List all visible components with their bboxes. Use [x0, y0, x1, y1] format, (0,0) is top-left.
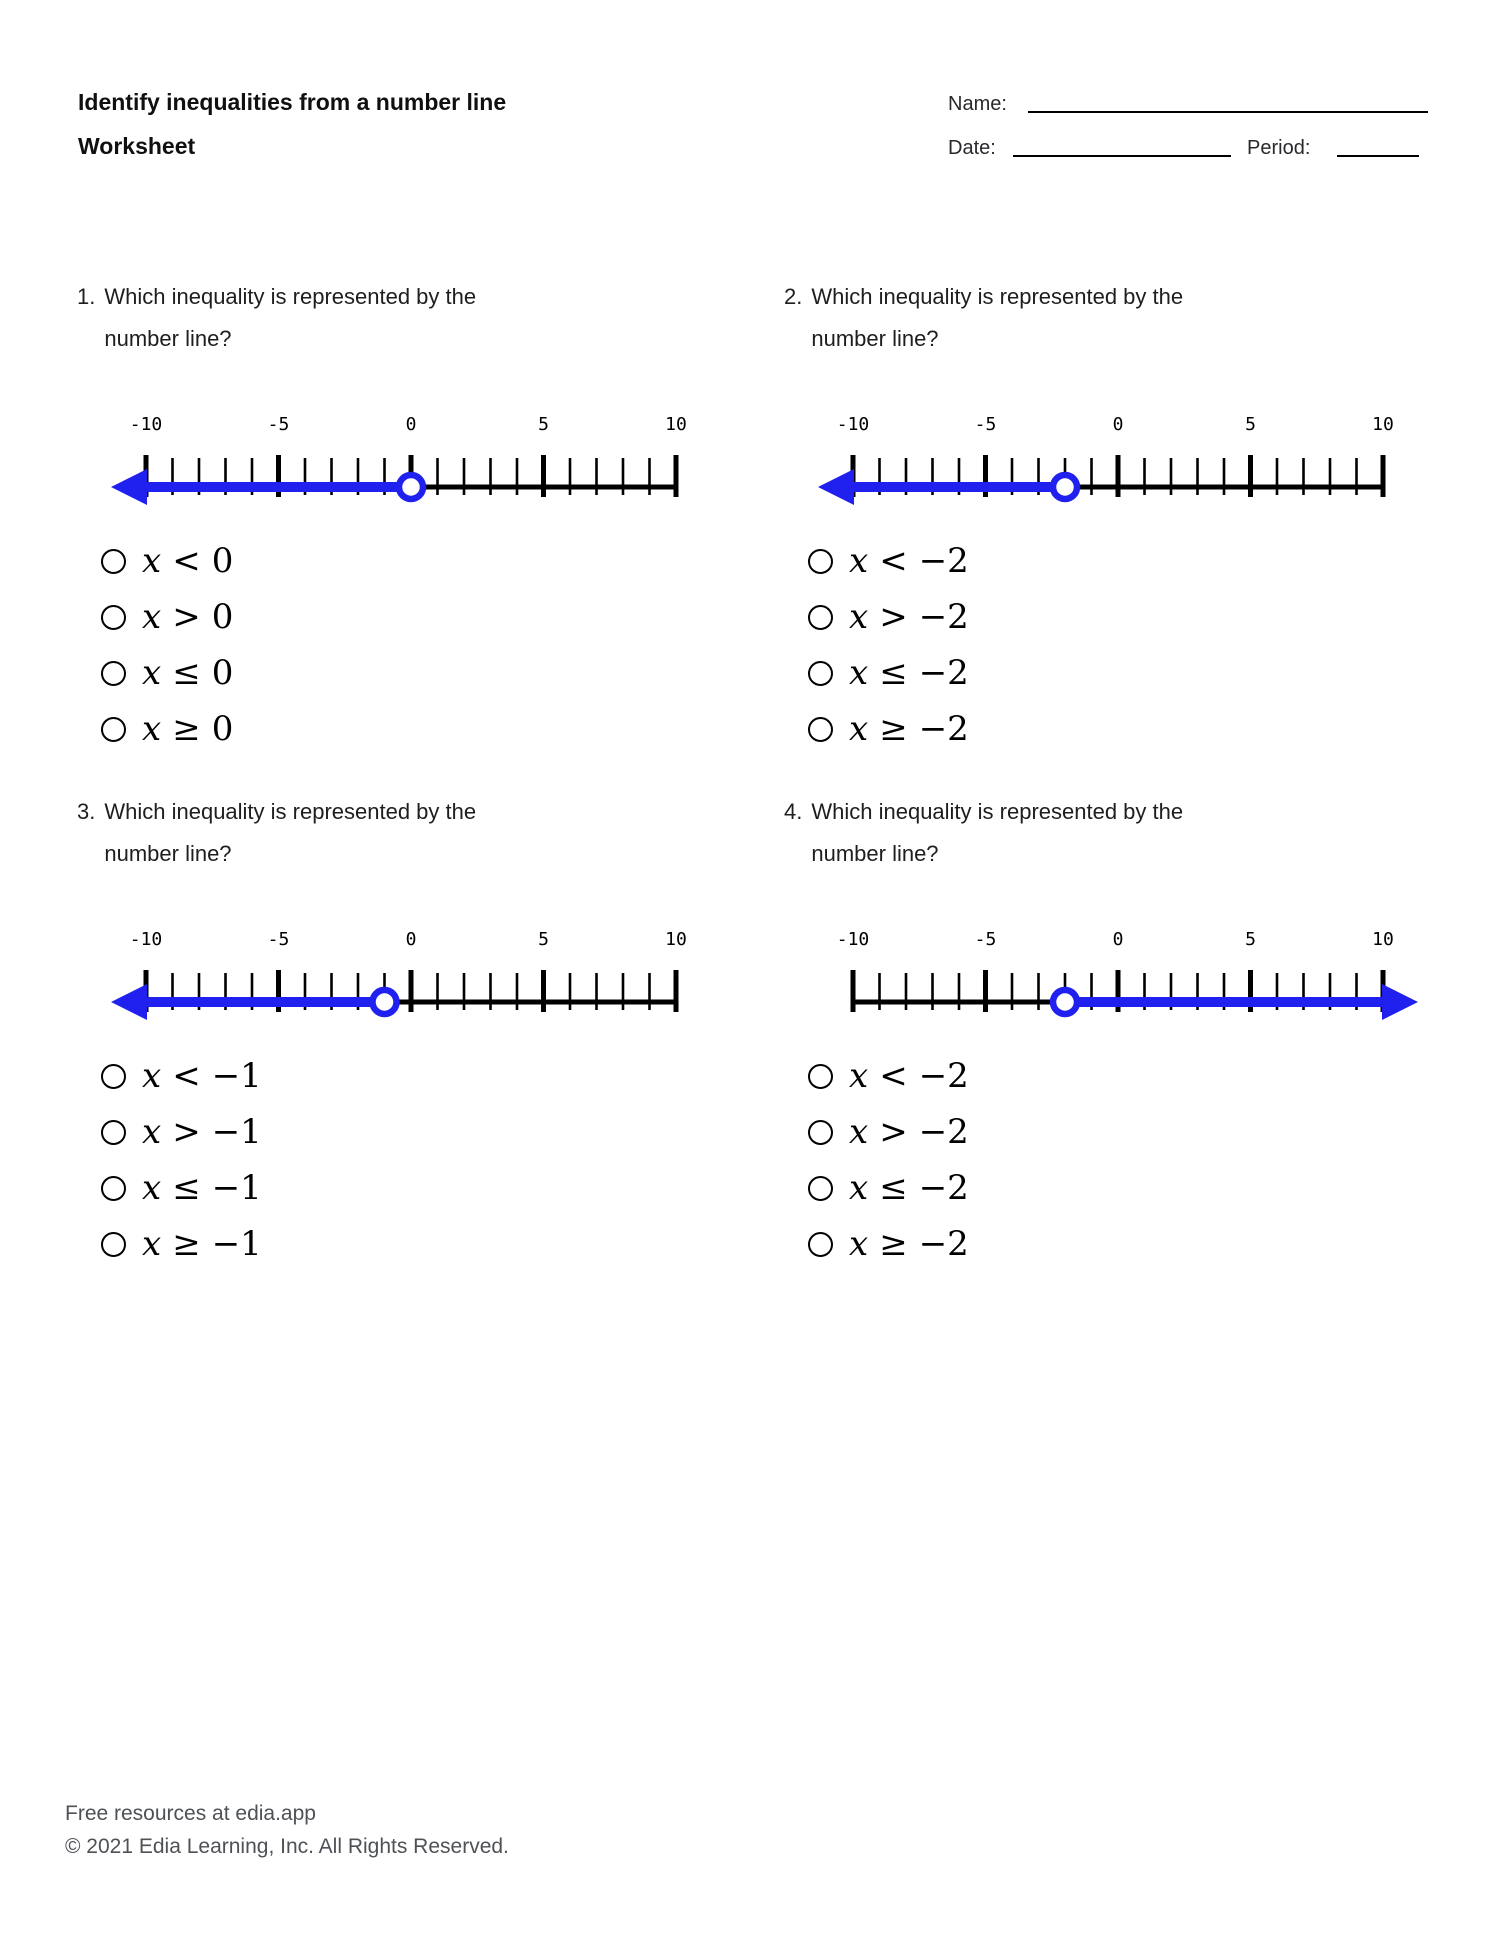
option-expression: x ≥ −2 — [849, 709, 969, 749]
option-expression: x < −2 — [849, 1056, 969, 1096]
svg-text:10: 10 — [1372, 414, 1394, 435]
name-label: Name: — [948, 93, 1007, 115]
question-prompt: Which inequality is represented by the number line? — [104, 284, 477, 351]
question-heading — [77, 791, 552, 875]
option-expression: x ≥ 0 — [142, 709, 234, 749]
radio-button[interactable] — [101, 549, 126, 574]
answer-options — [772, 1048, 969, 1272]
option-expression: x ≥ −2 — [849, 1224, 969, 1264]
question-2 — [772, 270, 1432, 785]
svg-text:10: 10 — [1372, 929, 1394, 950]
svg-text:5: 5 — [1245, 414, 1256, 435]
answer-option[interactable] — [65, 1216, 262, 1272]
svg-text:5: 5 — [1245, 929, 1256, 950]
radio-button[interactable] — [101, 1232, 126, 1257]
question-heading — [784, 276, 1259, 360]
radio-button[interactable] — [808, 1232, 833, 1257]
number-line — [65, 915, 725, 1045]
radio-button[interactable] — [808, 1176, 833, 1201]
date-blank-line[interactable] — [1013, 154, 1231, 157]
worksheet-title — [78, 80, 506, 168]
radio-button[interactable] — [808, 605, 833, 630]
number-line — [65, 400, 725, 530]
svg-text:-10: -10 — [129, 414, 163, 435]
footer-resources-text: Free resources at edia.app — [65, 1802, 316, 1825]
question-heading — [77, 276, 552, 360]
radio-button[interactable] — [808, 661, 833, 686]
answer-option[interactable] — [65, 701, 233, 757]
answer-options — [65, 533, 233, 757]
svg-text:5: 5 — [538, 929, 549, 950]
question-heading — [784, 791, 1259, 875]
option-expression: x ≤ −2 — [849, 1168, 969, 1208]
radio-button[interactable] — [808, 549, 833, 574]
radio-button[interactable] — [101, 1120, 126, 1145]
radio-button[interactable] — [101, 1176, 126, 1201]
option-expression: x ≥ −1 — [142, 1224, 262, 1264]
answer-option[interactable] — [65, 1160, 262, 1216]
name-blank-line[interactable] — [1028, 110, 1428, 113]
question-3 — [65, 785, 725, 1300]
option-expression: x > −2 — [849, 597, 969, 637]
answer-option[interactable] — [65, 533, 233, 589]
number-line — [772, 915, 1432, 1045]
svg-text:-5: -5 — [267, 414, 290, 435]
radio-button[interactable] — [101, 661, 126, 686]
question-prompt: Which inequality is represented by the number line? — [811, 284, 1184, 351]
option-expression: x > −1 — [142, 1112, 262, 1152]
date-label: Date: — [948, 137, 996, 159]
svg-text:-5: -5 — [267, 929, 290, 950]
question-prompt: Which inequality is represented by the number line? — [811, 799, 1184, 866]
radio-button[interactable] — [101, 1064, 126, 1089]
question-number: 1. — [77, 284, 96, 309]
question-number: 4. — [784, 799, 803, 824]
answer-option[interactable] — [772, 645, 969, 701]
answer-option[interactable] — [65, 1048, 262, 1104]
answer-option[interactable] — [65, 645, 233, 701]
svg-text:-5: -5 — [974, 929, 997, 950]
answer-option[interactable] — [772, 589, 969, 645]
option-expression: x < −2 — [849, 541, 969, 581]
answer-option[interactable] — [772, 1048, 969, 1104]
option-expression: x > −2 — [849, 1112, 969, 1152]
svg-text:-10: -10 — [836, 929, 870, 950]
period-label: Period: — [1247, 137, 1311, 159]
question-1 — [65, 270, 725, 785]
answer-option[interactable] — [65, 1104, 262, 1160]
svg-text:0: 0 — [405, 414, 417, 435]
option-expression: x > 0 — [142, 597, 234, 637]
svg-text:-5: -5 — [974, 414, 997, 435]
question-number: 2. — [784, 284, 803, 309]
answer-options — [772, 533, 969, 757]
svg-text:0: 0 — [405, 929, 417, 950]
answer-option[interactable] — [772, 701, 969, 757]
option-expression: x < 0 — [142, 541, 234, 581]
worksheet-title-line2: Worksheet — [78, 133, 196, 159]
svg-text:0: 0 — [1112, 414, 1124, 435]
footer-copyright-text: © 2021 Edia Learning, Inc. All Rights Reserved. — [65, 1835, 509, 1858]
radio-button[interactable] — [101, 717, 126, 742]
answer-option[interactable] — [772, 1160, 969, 1216]
question-4 — [772, 785, 1432, 1300]
question-prompt: Which inequality is represented by the number line? — [104, 799, 477, 866]
answer-option[interactable] — [772, 1216, 969, 1272]
page-footer — [65, 1797, 509, 1863]
option-expression: x < −1 — [142, 1056, 262, 1096]
period-blank-line[interactable] — [1337, 154, 1419, 157]
answer-option[interactable] — [772, 533, 969, 589]
worksheet-title-line1: Identify inequalities from a number line — [78, 89, 507, 115]
svg-text:5: 5 — [538, 414, 549, 435]
svg-text:0: 0 — [1112, 929, 1124, 950]
option-expression: x ≤ 0 — [142, 653, 234, 693]
svg-text:10: 10 — [665, 414, 687, 435]
option-expression: x ≤ −1 — [142, 1168, 262, 1208]
answer-option[interactable] — [772, 1104, 969, 1160]
svg-text:10: 10 — [665, 929, 687, 950]
question-number: 3. — [77, 799, 96, 824]
svg-text:-10: -10 — [129, 929, 163, 950]
answer-options — [65, 1048, 262, 1272]
svg-text:-10: -10 — [836, 414, 870, 435]
radio-button[interactable] — [808, 717, 833, 742]
radio-button[interactable] — [808, 1120, 833, 1145]
answer-option[interactable] — [65, 589, 233, 645]
radio-button[interactable] — [101, 605, 126, 630]
number-line — [772, 400, 1432, 530]
option-expression: x ≤ −2 — [849, 653, 969, 693]
radio-button[interactable] — [808, 1064, 833, 1089]
